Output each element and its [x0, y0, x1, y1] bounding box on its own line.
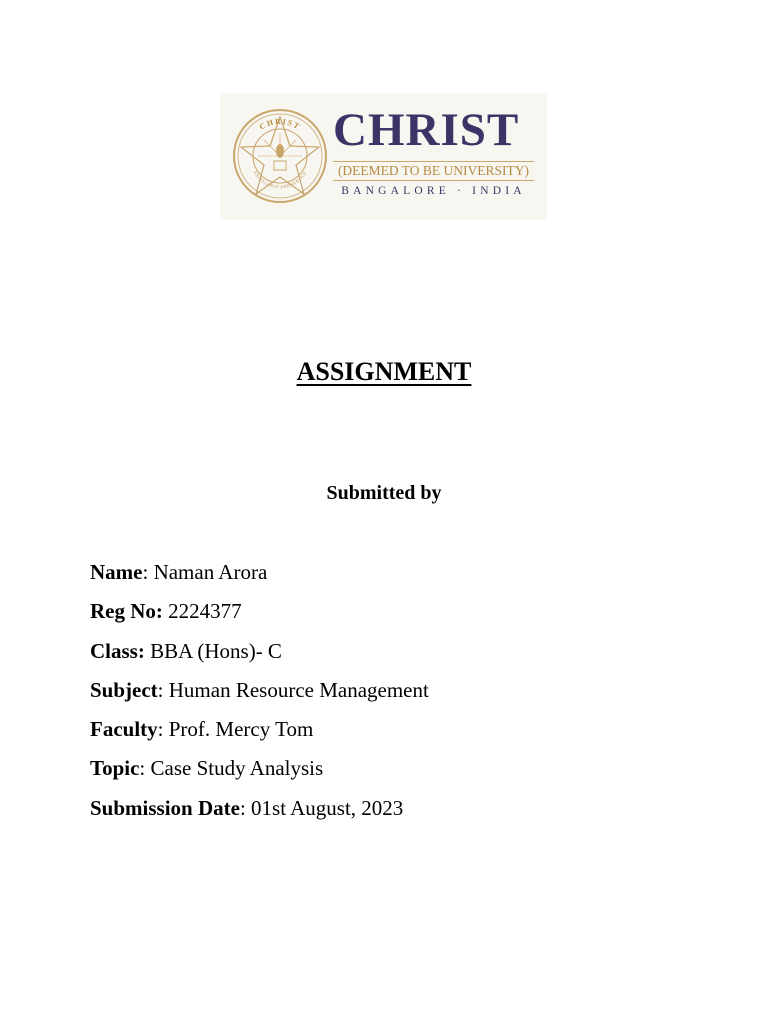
detail-row-topic	[90, 755, 710, 794]
university-subtitle: (DEEMED TO BE UNIVERSITY)	[333, 161, 534, 181]
detail-row-submission-date	[90, 795, 710, 834]
detail-row-faculty	[90, 716, 710, 755]
detail-label: Submission Date	[90, 795, 240, 820]
university-name: CHRIST	[333, 104, 520, 156]
detail-value: : Human Resource Management	[157, 677, 429, 702]
detail-row-name	[90, 559, 710, 598]
detail-value: : 01st August, 2023	[239, 795, 404, 820]
seal-bottom-text: EXCELLENCE AND SERVICE	[252, 170, 308, 190]
university-location: BANGALORE · INDIA	[341, 185, 526, 197]
university-seal-icon	[230, 103, 330, 209]
detail-label: Topic	[90, 756, 140, 781]
detail-label: Subject	[90, 677, 158, 702]
detail-value: : Prof. Mercy Tom	[157, 717, 314, 742]
detail-value: 2224377	[162, 599, 242, 624]
detail-value: : Naman Arora	[142, 560, 268, 584]
detail-label: Class:	[90, 638, 145, 663]
svg-text:EXCELLENCE AND SERVICE	[253, 170, 308, 189]
document-title: ASSIGNMENT	[296, 357, 472, 386]
detail-row-reg-no	[90, 598, 710, 637]
submitted-by-heading: Submitted by	[326, 482, 442, 504]
details-list	[90, 559, 710, 834]
detail-label: Name	[90, 560, 143, 584]
detail-label: Faculty	[90, 717, 158, 742]
university-logo	[220, 93, 547, 220]
detail-label: Reg No:	[90, 599, 163, 624]
detail-row-subject	[90, 677, 710, 716]
detail-row-class	[90, 638, 710, 677]
seal-top-text: CHRIST	[257, 116, 303, 132]
detail-value: : Case Study Analysis	[139, 756, 324, 781]
detail-value: BBA (Hons)- C	[144, 638, 282, 663]
